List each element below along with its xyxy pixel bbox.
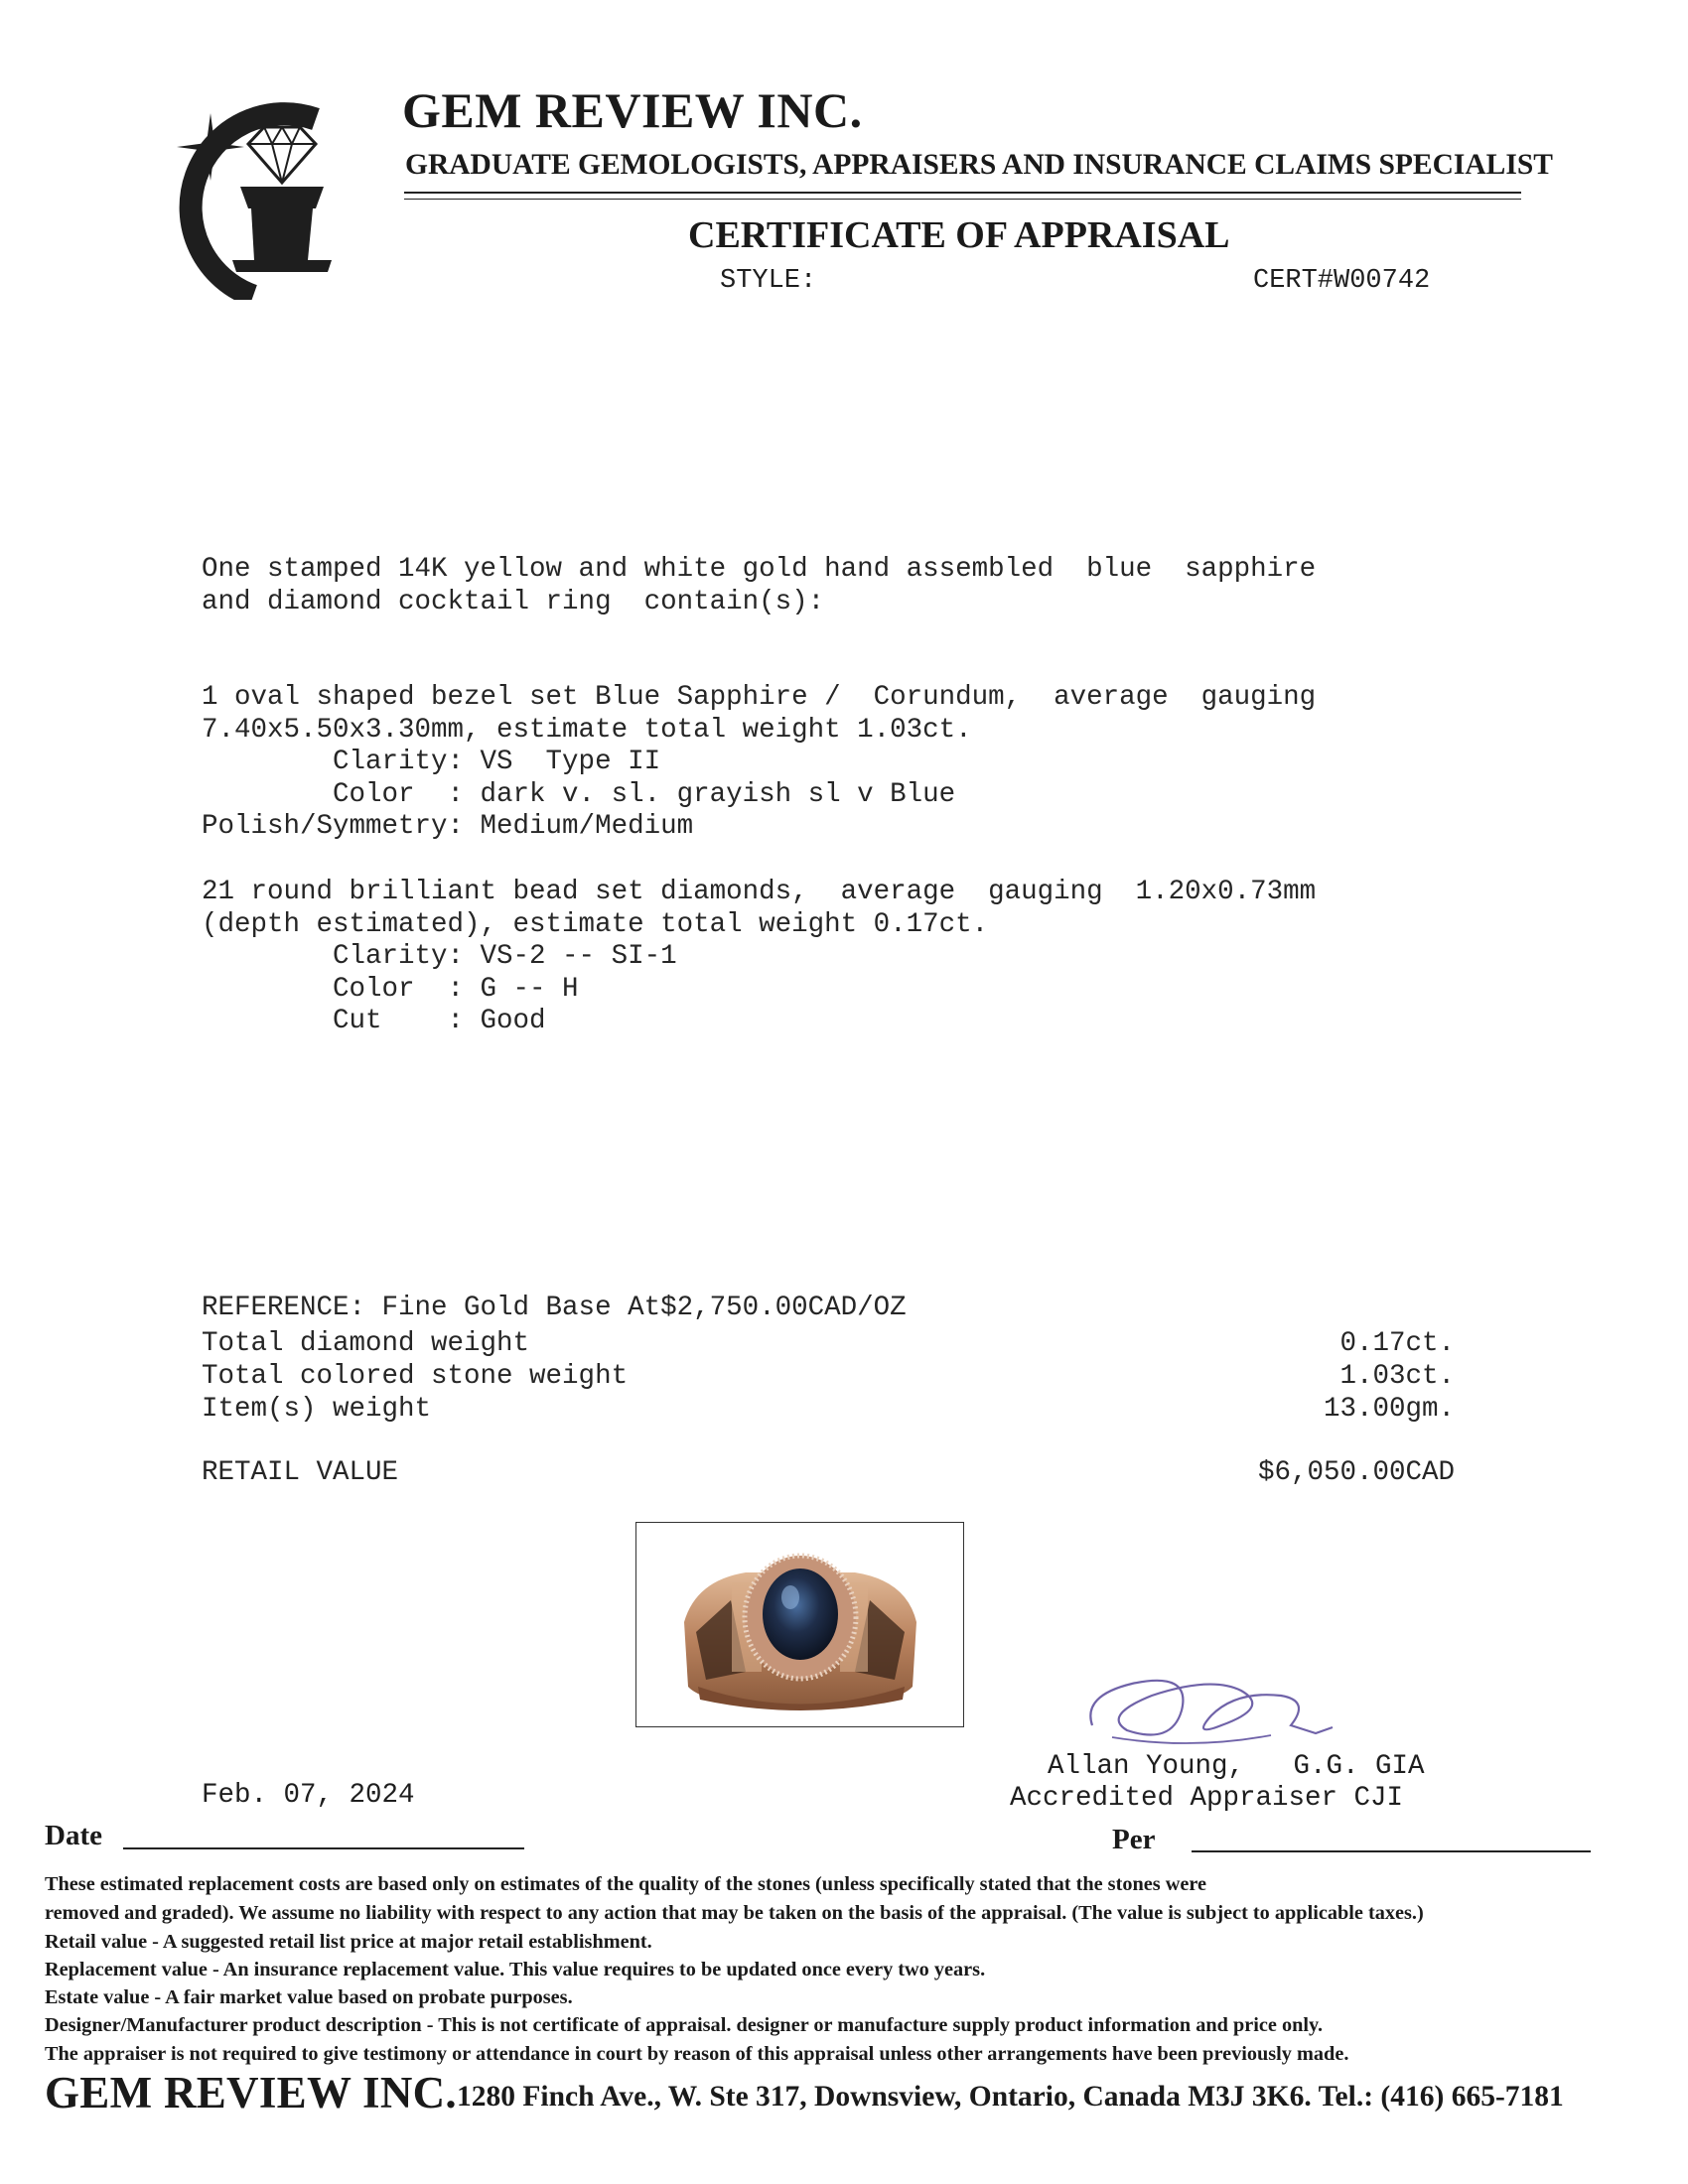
appraiser-name: Allan Young, G.G. GIA — [1048, 1751, 1425, 1782]
reference-line: REFERENCE: Fine Gold Base At$2,750.00CAD/OZ — [202, 1293, 907, 1323]
disclaimer-line: Estate value - A fair market value based on probate purposes. — [45, 1986, 573, 2008]
summary-row-value: 0.17ct. — [1339, 1328, 1455, 1359]
appraiser-signature — [1072, 1656, 1340, 1755]
per-signature-line — [1192, 1850, 1591, 1852]
footer-company-name: GEM REVIEW INC. — [45, 2068, 457, 2117]
date-signature-line — [123, 1847, 524, 1849]
disclaimer-line: These estimated replacement costs are based only on estimates of the quality of the stones (unless specifically stated that the stones were — [45, 1873, 1206, 1895]
disclaimer-line: removed and graded). We assume no liability with respect to any action that may be taken on the basis of the appraisal. (The value is subject to applicable taxes.) — [45, 1902, 1424, 1924]
sapphire-details: 1 oval shaped bezel set Blue Sapphire / Corundum, average gauging 7.40x5.50x3.30mm, estimate total weight 1.03ct. Clarity: VS Type II Color : dark v. sl. grayish sl v Blue Polish/Symmetry: Medium/Medium — [202, 682, 1317, 842]
summary-row-label: Item(s) weight — [202, 1394, 432, 1425]
disclaimer-line: Designer/Manufacturer product description - This is not certificate of appraisal. designer or manufacture supply product information and price only. — [45, 2014, 1324, 2036]
retail-value-label: RETAIL VALUE — [202, 1457, 399, 1488]
diamond-details: 21 round brilliant bead set diamonds, average gauging 1.20x0.73mm (depth estimated), estimate total weight 0.17ct. Clarity: VS-2 -- SI-1 Color : G -- H Cut : Good — [202, 877, 1317, 1036]
summary-row-diamond-weight — [202, 1328, 1455, 1361]
header-rule-top — [404, 192, 1521, 194]
date-label: Date — [45, 1820, 102, 1851]
company-tagline: GRADUATE GEMOLOGISTS, APPRAISERS AND INSURANCE CLAIMS SPECIALIST — [405, 149, 1553, 181]
retail-value-amount: $6,050.00CAD — [1257, 1457, 1455, 1488]
disclaimer-line: Retail value - A suggested retail list price at major retail establishment. — [45, 1931, 652, 1953]
summary-row-colored-stone-weight — [202, 1361, 1455, 1394]
item-description: One stamped 14K yellow and white gold hand assembled blue sapphire and diamond cocktail ring contain(s): — [202, 554, 1317, 617]
disclaimer-line: The appraiser is not required to give testimony or attendance in court by reason of this appraisal unless other arrangements have been previously made. — [45, 2043, 1349, 2065]
sapphire-ring-photo-icon — [636, 1523, 963, 1726]
footer-address: 1280 Finch Ave., W. Ste 317, Downsview, Ontario, Canada M3J 3K6. Tel.: (416) 665-7181 — [457, 2081, 1564, 2113]
certificate-title: CERTIFICATE OF APPRAISAL — [688, 214, 1230, 256]
gem-review-logo-icon — [149, 91, 338, 300]
appraisal-date: Feb. 07, 2024 — [202, 1780, 415, 1811]
header-rule-bottom — [404, 199, 1521, 200]
company-name: GEM REVIEW INC. — [402, 82, 863, 138]
summary-row-value: 13.00gm. — [1323, 1394, 1455, 1425]
disclaimer-line: Replacement value - An insurance replacement value. This value requires to be updated once every two years. — [45, 1959, 986, 1980]
style-label: STYLE: — [720, 266, 817, 296]
summary-row-label: Total diamond weight — [202, 1328, 530, 1359]
summary-row-value: 1.03ct. — [1339, 1361, 1455, 1392]
summary-row-label: Total colored stone weight — [202, 1361, 629, 1392]
retail-value-row — [202, 1457, 1455, 1490]
ring-photo-frame — [635, 1522, 964, 1727]
appraiser-title: Accredited Appraiser CJI — [1010, 1783, 1404, 1814]
certificate-number: CERT#W00742 — [1253, 266, 1431, 296]
summary-row-item-weight — [202, 1394, 1455, 1427]
per-label: Per — [1112, 1824, 1156, 1855]
